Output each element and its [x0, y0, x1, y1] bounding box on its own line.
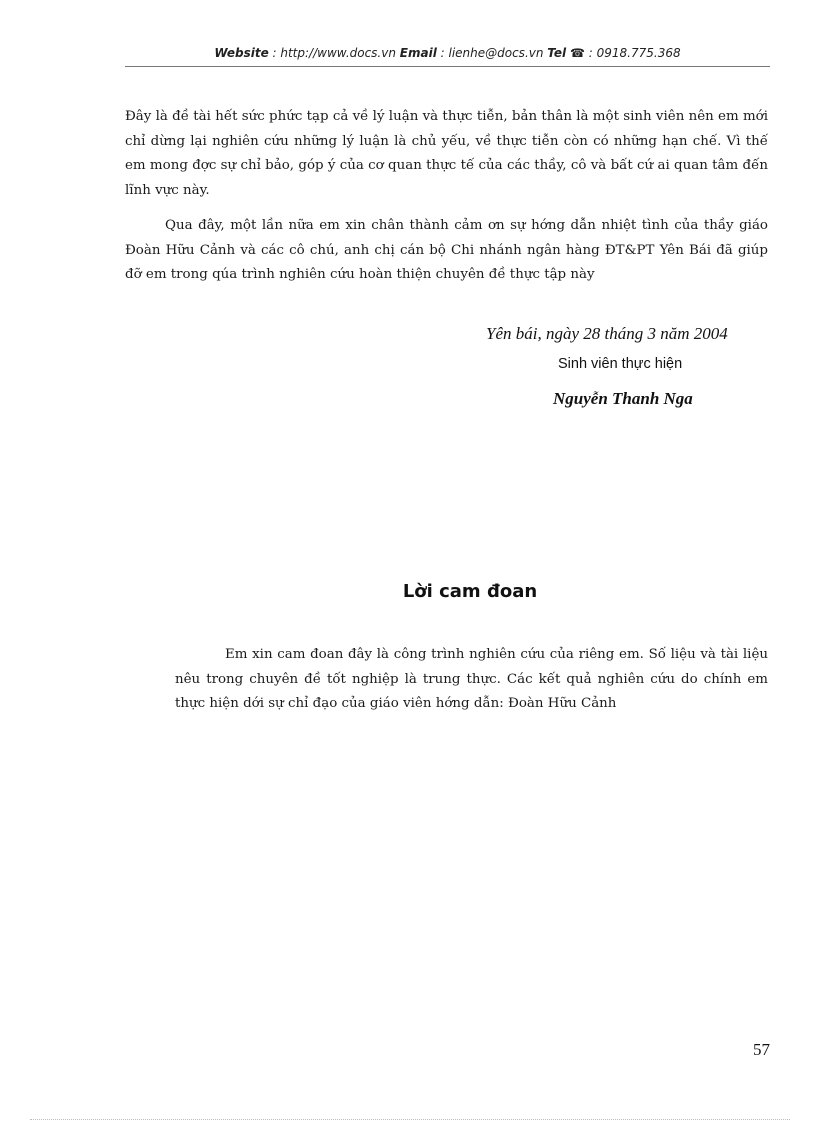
paragraph-limitations: Đây là đề tài hết sức phức tạp cả về lý luận và thực tiễn, bản thân là một sinh viên nên em mới chỉ dừng lại nghiên cứu những lý luận là chủ yếu, về thực tiễn còn có những hạn chế. Vì thế em mong đợc sự chỉ bảo, góp ý của cơ quan thực tế của các thầy, cô và bất cứ ai quan tâm đến lĩnh vực này. [125, 109, 768, 198]
tel-label: Tel [547, 46, 567, 60]
signature-role: Sinh viên thực hiện [558, 356, 683, 372]
website-value: : http://www.docs.vn [268, 46, 400, 60]
email-value: : lienhe@docs.vn [436, 46, 548, 60]
paragraph-thanks: Qua đây, một lần nữa em xin chân thành cảm ơn sự hớng dẫn nhiệt tình của thầy giáo Đoàn Hữu Cảnh và các cô chú, anh chị cán bộ Chi nhánh ngân hàng ĐT&PT Yên Bái đã giúp đỡ em trong qúa trình nghiên cứu hoàn thiện chuyên đề thực tập này [125, 218, 768, 282]
tel-value: : 0918.775.368 [584, 46, 681, 60]
website-label: Website [214, 46, 269, 60]
email-label: Email [399, 46, 437, 60]
signature-name: Nguyễn Thanh Nga [553, 389, 693, 408]
page-header [125, 46, 770, 60]
paragraph-declaration: Em xin cam đoan đây là công trình nghiên cứu của riêng em. Số liệu và tài liệu nêu trong chuyên đề tốt nghiệp là trung thực. Các kết quả nghiên cứu do chính em thực hiện dới sự chỉ đạo của giáo viên hớng dẫn: Đoàn Hữu Cảnh [175, 647, 768, 711]
phone-icon: ☎ [570, 46, 585, 60]
header-rule [125, 66, 770, 67]
footer-divider [30, 1119, 790, 1120]
section-title: Lời cam đoan [402, 581, 538, 602]
signature-date: Yên bái, ngày 28 tháng 3 năm 2004 [486, 324, 728, 343]
page-number: 57 [753, 1040, 770, 1059]
